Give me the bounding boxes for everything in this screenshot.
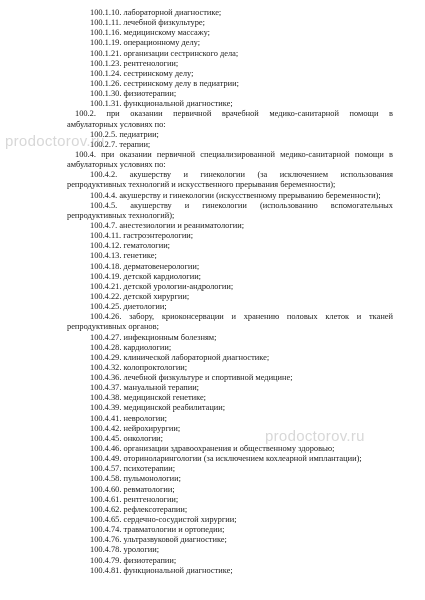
document-line: 100.1.16. медицинскому массажу; (90, 28, 210, 38)
document-line: репродуктивных органов; (67, 322, 159, 332)
watermark: prodoctorov.ru (265, 428, 365, 445)
document-line: 100.4.60. ревматологии; (90, 484, 175, 494)
document-line: 100.4.13. генетике; (90, 251, 157, 261)
document-line: 100.1.10. лабораторной диагностике; (90, 8, 222, 17)
document-line: амбулаторных условиях по: (67, 160, 166, 170)
document-line: 100.4.65. сердечно-сосудистой хирургии; (90, 515, 237, 525)
document-line: 100.4.78. урологии; (90, 545, 160, 555)
document-line: 100.2.7. терапии; (90, 139, 151, 149)
document-line: 100.4.7. анестезиологии и реаниматологии; (90, 220, 245, 230)
document-line: 100.4.12. гематологии; (90, 241, 171, 251)
document-line: 100.2. при оказании первичной врачебной медико-санитарной помощи в (75, 109, 393, 119)
document-line: 100.4.42. нейрохирургии; (90, 423, 181, 433)
document-line: 100.4.4. акушерству и гинекологии (искусственному прерыванию беременности); (90, 190, 381, 200)
document-line: 100.4.41. неврологии; (90, 413, 168, 423)
document-line: 100.4.28. кардиологии; (90, 342, 172, 352)
document-line: 100.4.38. медицинской генетике; (90, 393, 207, 403)
document-line: 100.4.27. инфекционным болезням; (90, 332, 217, 342)
document-line: 100.4.19. детской кардиологии; (90, 271, 202, 281)
document-line: 100.1.31. функциональной диагностике; (90, 99, 233, 109)
document-line: 100.4.62. рефлексотерапии; (90, 504, 188, 514)
document-line: 100.4.32. колопроктологии; (90, 362, 188, 372)
document-line: 100.1.23. рентгенологии; (90, 58, 179, 68)
document-line: 100.4.81. функциональной диагностике; (90, 565, 233, 575)
document-line: 100.4.76. ультразвуковой диагностике; (90, 535, 227, 545)
document-line: 100.1.21. организации сестринского дела; (90, 48, 239, 58)
document-line: 100.4.46. организации здравоохранения и общественному здоровью; (90, 444, 335, 454)
document-line: 100.4.5. акушерству и гинекологии (использованию вспомогательных (90, 200, 393, 210)
document-line: 100.4.36. лечебной физкультуре и спортивной медицине; (90, 373, 293, 383)
document-line: 100.4.49. оториноларингологии (за исключением кохлеарной имплантации); (90, 454, 362, 464)
document-line: 100.4.26. забору, криоконсервации и хранению половых клеток и тканей (90, 312, 393, 322)
document-line: 100.4.45. онкологии; (90, 433, 163, 443)
document-line: 100.1.24. сестринскому делу; (90, 68, 194, 78)
document-line: 100.4.37. мануальной терапии; (90, 383, 199, 393)
document-line: 100.4.22. детской хирургии; (90, 291, 190, 301)
document-line: 100.2.5. педиатрии; (90, 129, 159, 139)
document-line: репродуктивных технологий и искусственного прерывания беременности); (67, 180, 336, 190)
document-line: 100.4.11. гастроэнтерологии; (90, 231, 194, 241)
document-line: 100.4.61. рентгенологии; (90, 494, 179, 504)
document-line: 100.1.11. лечебной физкультуре; (90, 18, 205, 28)
document-line: 100.4.74. травматологии и ортопедии; (90, 525, 225, 535)
document-line: репродуктивных технологий); (67, 210, 175, 220)
document-page (0, 8, 425, 576)
document-line: 100.4.25. диетологии; (90, 302, 167, 312)
document-line: 100.4.2. акушерству и гинекологии (за исключением использования (90, 170, 393, 180)
document-line: 100.4.21. детской урологии-андрологии; (90, 281, 234, 291)
document-line: 100.4.29. клинической лабораторной диагностике; (90, 352, 270, 362)
document-line: 100.4. при оказании первичной специализированной медико-санитарной помощи в (75, 149, 393, 159)
document-line: 100.4.79. физиотерапии; (90, 555, 177, 565)
document-line: 100.1.30. физиотерапии; (90, 89, 177, 99)
document-line: 100.4.39. медицинской реабилитации; (90, 403, 226, 413)
document-line: 100.4.58. пульмонологии; (90, 474, 181, 484)
document-line: 100.4.18. дерматовенерологии; (90, 261, 200, 271)
document-line: амбулаторных условиях по: (67, 119, 166, 129)
document-line: 100.4.57. психотерапии; (90, 464, 176, 474)
watermark: prodoctorov.ru (5, 133, 105, 150)
document-line: 100.1.26. сестринскому делу в педиатрии; (90, 78, 239, 88)
document-line: 100.1.19. операционному делу; (90, 38, 201, 48)
